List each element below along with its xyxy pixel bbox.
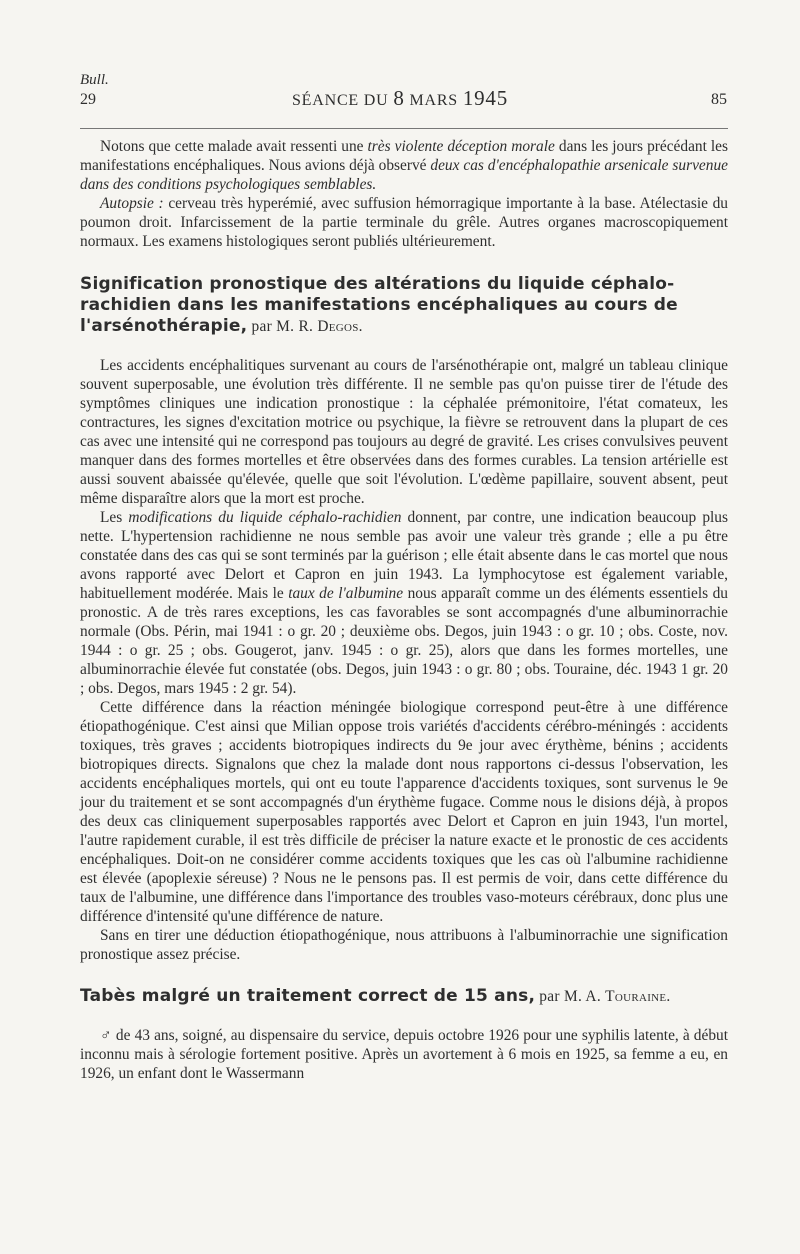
section-byline: par M. R.: [247, 318, 318, 335]
italic-run: modifications du liquide céphalo-rachidien: [128, 509, 402, 526]
text-run: nous apparaît comme un des éléments essentiels du pronostic. A de très rares exceptions, les cas favorables se sont accompagnés d'une albuminorrachie normale (Obs. Périn, mai 1941 : o gr. 20 ; deuxième obs. Degos, juin 1943 : o gr. 10 ; obs. Coste, nov. 1944 : o gr. 25 ; obs. Gougerot, janv. 1945 : o gr. 25), alors que dans les formes mortelles, une albuminorrachie élevée fut constatée (obs. Degos, juin 1943 : o gr. 80 ; obs. Touraine, déc. 1943 1 gr. 20 ; obs. Degos, mars 1945 : 2 gr. 54).: [80, 585, 728, 697]
section-author: Touraine.: [605, 988, 671, 1005]
journal-label: Bull.: [80, 72, 109, 88]
text-run: dans les jours précédant les manifestations encéphaliques. Nous avions déjà observé: [80, 138, 729, 174]
text-run: Notons que cette malade avait ressenti une: [100, 138, 368, 155]
spacer: [80, 964, 728, 986]
paragraph: Sans en tirer une déduction étiopathogénique, nous attribuons à l'albuminorrachie une signification pronostique assez précise.: [80, 927, 728, 963]
italic-run: taux de l'albumine: [288, 585, 404, 602]
header-rule: [80, 128, 728, 129]
page-number-right: 85: [711, 91, 727, 108]
section-title-text: Tabès malgré un traitement correct de 15 ans,: [80, 986, 536, 1006]
italic-run: Autopsie :: [100, 195, 164, 212]
paragraph: [80, 194, 728, 251]
paragraph: Cette différence dans la réaction méningée biologique correspond peut-être à une différence étiopathogénique. C'est ainsi que Milian oppose trois variétés d'accidents cérébro-méningés : accidents toxiques, très graves ; accidents biotropiques indirects du 9e jour avec érythème, bénins ; accidents biotropiques directs. Signalons que chez la malade dont nous rapportons ci-dessus l'observation, les accidents encéphaliques mortels, qui ont eu toute l'apparence d'accidents toxiques, sont survenus le 9e jour du traitement et se sont accompagnés d'un érythème fugace. Comme nous le disions déjà, à propos des deux cas cliniquement superposables rapportés avec Delort et Capron en juin 1943, l'un mortel, l'autre rapidement curable, il est très difficile de préciser la nature exacte et le pronostic de ces accidents encéphaliques. Doit-on ne considérer comme accidents toxiques que les cas où l'albumine rachidienne est élevée (apoplexie séreuse) ? Nous ne le pensons pas. Il est permis de voir, dans cette différence du taux de l'albumine, une différence dans l'importance des troubles vaso-moteurs cérébraux, donc plus une différence d'intensité qu'une différence de nature.: [80, 699, 728, 925]
section-title-text: Signification pronostique des altérations du liquide céphalo-rachidien dans les manifestations encéphaliques au cours de l'arsénothérapie,: [80, 274, 678, 336]
header-day: 8: [393, 86, 405, 110]
header-prefix: SÉANCE DU: [291, 92, 389, 109]
text-run: cerveau très hyperémié, avec suffusion hémorragique importante à la base. Atélectasie du poumon droit. Infarcissement de la partie terminale du grêle. Autres organes macroscopiquement normaux. Les examens histologiques seront publiés ultérieurement.: [80, 195, 728, 250]
header-year: 1945: [462, 86, 509, 110]
section-title: [80, 274, 728, 337]
paragraph: ♂ de 43 ans, soigné, au dispensaire du service, depuis octobre 1926 pour une syphilis latente, à début inconnu mais à sérologie fortement positive. Après un avortement à 6 mois en 1925, sa femme a eu, en 1926, un enfant dont le Wassermann: [80, 1027, 728, 1082]
section-author: Degos.: [317, 318, 363, 335]
italic-run: très violente déception morale: [367, 138, 555, 155]
paragraph: [80, 508, 728, 698]
italic-run: deux cas d'encéphalopathie arsenicale survenue dans des conditions psychologiques semblables.: [80, 157, 728, 193]
text-run: donnent, par contre, une indication beaucoup plus nette. L'hypertension rachidienne ne nous semble pas avoir une valeur très grande ; elle a pu être constatée dans des cas qui se sont terminés par la guérison ; elle était absente dans le cas mortel que nous avons rapporté avec Delort et Capron en juin 1943. La lymphocytose est également variable, habituellement modérée. Mais le: [80, 509, 728, 602]
section-title: [80, 986, 728, 1007]
section-byline: par M. A.: [535, 988, 606, 1005]
running-header: [0, 86, 800, 111]
header-month: MARS: [409, 92, 459, 109]
text-run: Les: [100, 509, 129, 526]
body-text: [80, 137, 728, 1083]
page-number-left: 29: [80, 91, 96, 108]
paragraph: [80, 137, 728, 194]
paragraph: Les accidents encéphalitiques survenant au cours de l'arsénothérapie ont, malgré un tableau clinique souvent superposable, une évolution très différente. Il ne semble pas qu'on puisse tirer de l'étude des symptômes cliniques une indication pronostique : la céphalée prémonitoire, l'état comateux, les contractures, les signes d'excitation motrice ou psychique, la fièvre se retrouvent dans la plupart de ces cas avec une intensité qui ne correspond pas toujours au degré de gravité. Les crises convulsives peuvent manquer dans des formes mortelles et être observées dans des formes curables. La tension artérielle est aussi souvent abaissée qu'élevée, quelle que soit l'évolution. L'œdème papillaire, souvent absent, peut même disparaître alors que la mort est proche.: [80, 357, 728, 507]
